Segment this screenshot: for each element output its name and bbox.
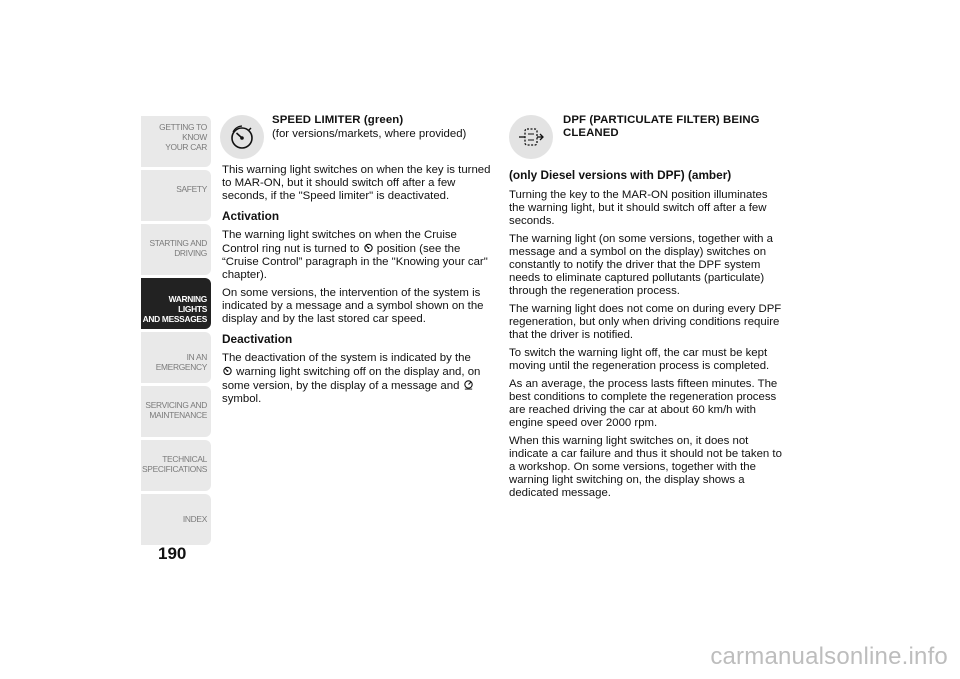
speed-limiter-small-icon — [222, 365, 233, 376]
activation-paragraph-2: On some versions, the intervention of the system is indicated by a message and a symbol shown on the display and by the last stored car speed. — [222, 287, 484, 325]
tab-label: TECHNICAL SPECIFICATIONS — [142, 454, 207, 474]
tab-technical-specs[interactable] — [141, 440, 211, 491]
deactivation-text-a: The deactivation of the system is indicated by the — [222, 352, 471, 364]
tab-safety[interactable] — [141, 170, 211, 221]
dpf-paragraph: Turning the key to the MAR-ON position illuminates the warning light, but it should switch off after a few seconds. — [509, 189, 768, 227]
speed-limiter-subtitle: (for versions/markets, where provided) — [272, 128, 467, 140]
dpf-paragraph: To switch the warning light off, the car must be kept moving until the regeneration process is completed. — [509, 347, 770, 372]
activation-paragraph-1 — [222, 229, 494, 282]
speed-limiter-intro: This warning light switches on when the key is turned to MAR-ON, but it should switch off after a few seconds, if the "Speed limiter" is deactivated. — [222, 164, 491, 202]
tab-label: GETTING TO KNOW YOUR CAR — [159, 122, 207, 152]
limiter-symbol-icon — [463, 379, 474, 390]
tab-warning-lights[interactable] — [141, 278, 211, 329]
deactivation-text-c: symbol. — [222, 393, 262, 405]
tab-label: SAFETY — [176, 184, 207, 194]
deactivation-text-b: warning light switching off on the display and, on some version, by the display of a message and — [222, 366, 481, 392]
tab-servicing[interactable] — [141, 386, 211, 437]
watermark: carmanualsonline.info — [710, 643, 948, 670]
speed-limiter-title: SPEED LIMITER (green) — [272, 114, 404, 126]
tab-label: SERVICING AND MAINTENANCE — [145, 400, 207, 420]
tab-in-an-emergency[interactable] — [141, 332, 211, 383]
dpf-paragraph: The warning light (on some versions, together with a message and a symbol on the display) switches on constantly to notify the driver that the DPF system needs to eliminate captured pollutants (particulate) through the regeneration process. — [509, 233, 774, 297]
activation-text-b: position (see the “Cruise Control” paragraph in the "Knowing your car" chapter). — [222, 243, 488, 281]
tab-label: STARTING AND DRIVING — [149, 238, 207, 258]
cruise-control-icon — [363, 242, 374, 253]
activation-text-a: The warning light switches on when the Cruise Control ring nut is turned to — [222, 229, 457, 255]
dpf-paragraph: When this warning light switches on, it does not indicate a car failure and thus it should not be taken to a workshop. On some versions, together with the warning light switching on, the display shows a dedicated message. — [509, 435, 782, 499]
activation-heading: Activation — [222, 209, 280, 223]
tab-index[interactable] — [141, 494, 211, 545]
dpf-title: DPF (PARTICULATE FILTER) BEING CLEANED — [563, 114, 760, 139]
dpf-paragraph: The warning light does not come on during every DPF regeneration, but only when driving conditions require that the driver is notified. — [509, 303, 782, 341]
tab-starting-driving[interactable] — [141, 224, 211, 275]
tab-getting-to-know[interactable] — [141, 116, 211, 167]
tab-label: IN AN EMERGENCY — [155, 352, 207, 372]
deactivation-paragraph — [222, 352, 494, 406]
deactivation-heading: Deactivation — [222, 332, 293, 346]
dpf-subtitle: (only Diesel versions with DPF) (amber) — [509, 168, 732, 182]
dpf-paragraph: As an average, the process lasts fifteen minutes. The best conditions to complete the regeneration process are reached driving the car at about 60 km/h with engine speed over 2000 rpm. — [509, 378, 778, 429]
tab-label: INDEX — [182, 514, 207, 524]
tab-label: WARNING LIGHTS AND MESSAGES — [142, 294, 207, 324]
page-number: 190 — [158, 544, 187, 563]
